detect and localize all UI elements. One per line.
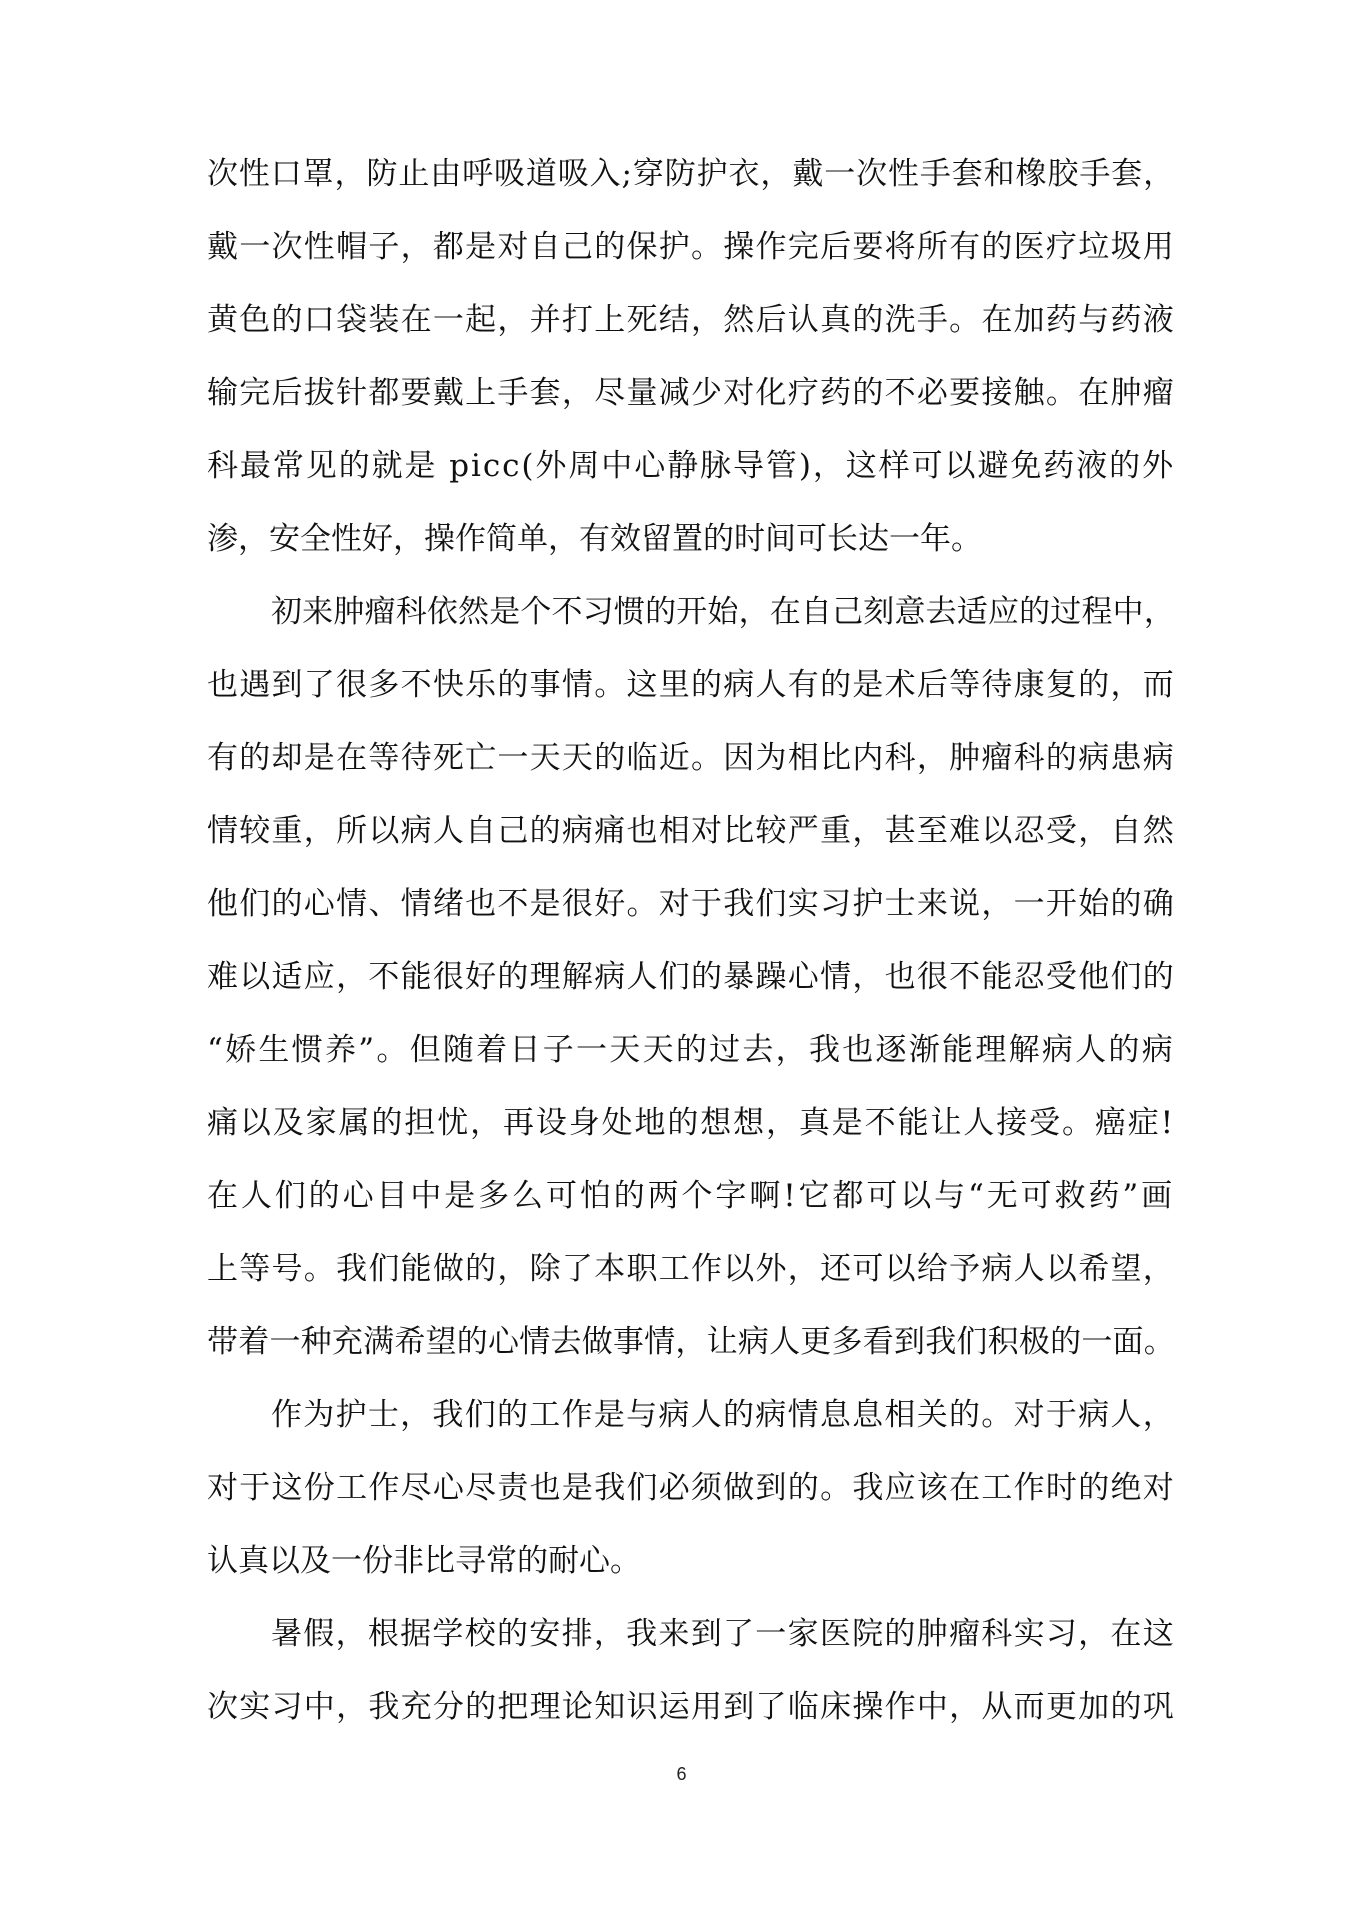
- text-line: 在人们的心目中是多么可怕的两个字啊!它都可以与“无可救药”画: [207, 1178, 1175, 1214]
- text-line: 痛以及家属的担忧，再设身处地的想想，真是不能让人接受。癌症!: [207, 1105, 1175, 1141]
- text-line: 他们的心情、情绪也不是很好。对于我们实习护士来说，一开始的确: [207, 886, 1175, 922]
- text-line: 对于这份工作尽心尽责也是我们必须做到的。我应该在工作时的绝对: [207, 1470, 1175, 1506]
- text-line: 科最常见的就是 picc(外周中心静脉导管)，这样可以避免药液的外: [207, 448, 1175, 484]
- text-line: 次性口罩，防止由呼吸道吸入;穿防护衣，戴一次性手套和橡胶手套，: [207, 156, 1175, 192]
- text-line: 有的却是在等待死亡一天天的临近。因为相比内科，肿瘤科的病患病: [207, 740, 1175, 776]
- page-number: 6: [676, 1764, 687, 1784]
- text-line: 也遇到了很多不快乐的事情。这里的病人有的是术后等待康复的，而: [207, 667, 1175, 703]
- text-line: 作为护士，我们的工作是与病人的病情息息相关的。对于病人，: [271, 1397, 1175, 1433]
- text-line: “娇生惯养”。但随着日子一天天的过去，我也逐渐能理解病人的病: [207, 1032, 1175, 1068]
- text-line: 难以适应，不能很好的理解病人们的暴躁心情，也很不能忍受他们的: [207, 959, 1175, 995]
- text-line: 认真以及一份非比寻常的耐心。: [207, 1543, 641, 1579]
- text-line: 情较重，所以病人自己的病痛也相对比较严重，甚至难以忍受，自然: [207, 813, 1175, 849]
- text-line: 次实习中，我充分的把理论知识运用到了临床操作中，从而更加的巩: [207, 1689, 1175, 1725]
- text-line: 上等号。我们能做的，除了本职工作以外，还可以给予病人以希望，: [207, 1251, 1175, 1287]
- text-line: 暑假，根据学校的安排，我来到了一家医院的肿瘤科实习，在这: [271, 1616, 1175, 1652]
- text-line: 输完后拔针都要戴上手套，尽量减少对化疗药的不必要接触。在肿瘤: [207, 375, 1175, 411]
- text-line: 初来肿瘤科依然是个不习惯的开始，在自己刻意去适应的过程中，: [271, 594, 1175, 630]
- body-text: [207, 138, 1175, 1744]
- text-line: 渗，安全性好，操作简单，有效留置的时间可长达一年。: [207, 521, 982, 557]
- text-line: 戴一次性帽子，都是对自己的保护。操作完后要将所有的医疗垃圾用: [207, 229, 1175, 265]
- text-line: 带着一种充满希望的心情去做事情，让病人更多看到我们积极的一面。: [207, 1324, 1175, 1360]
- text-line: 黄色的口袋装在一起，并打上死结，然后认真的洗手。在加药与药液: [207, 302, 1175, 338]
